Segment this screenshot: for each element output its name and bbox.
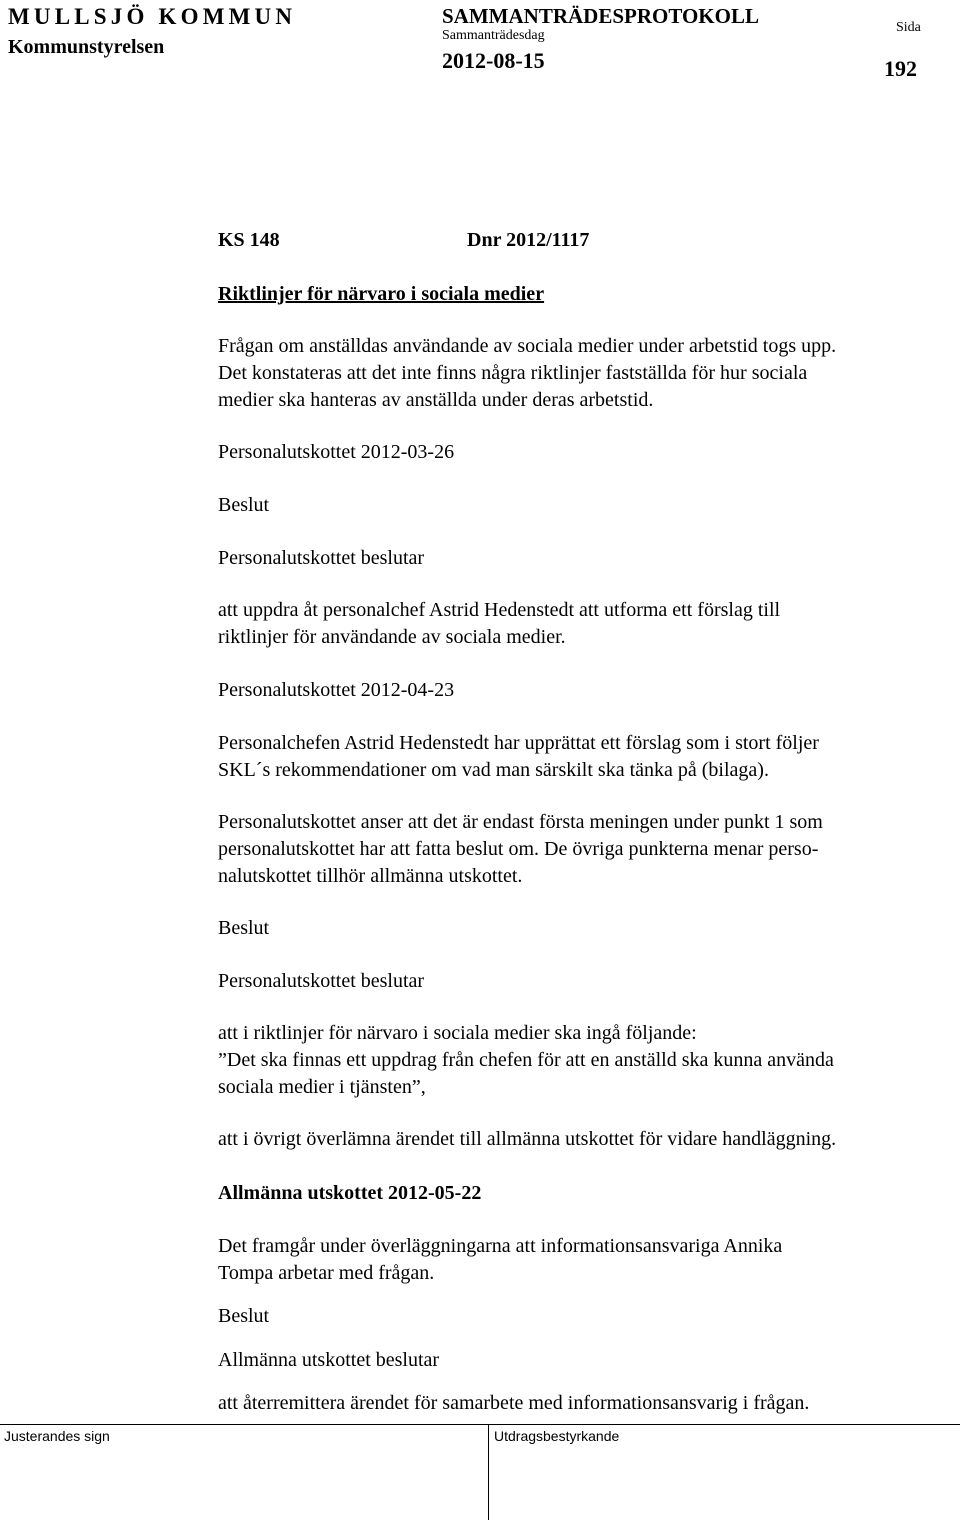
beslut-label: Beslut [218,917,270,939]
paragraph-line: personalutskottet har att fatta beslut om. De övriga punkterna menar perso- [218,838,819,860]
intro-line: Frågan om anställdas användande av sociala medier under arbetstid togs upp. [218,335,837,357]
case-title: Riktlinjer för närvaro i sociala medier [218,283,545,305]
paragraph-line: SKL´s rekommendationer om vad man särskilt ska tänka på (bilaga). [218,759,769,781]
footer-rule [0,1424,960,1425]
decision-line: ”Det ska finnas ett uppdrag från chefen för att en anställd ska kunna använda [218,1049,834,1071]
meeting-date: 2012-08-15 [442,48,545,73]
document-type: SAMMANTRÄDESPROTOKOLL [442,4,759,28]
section-heading: Personalutskottet 2012-04-23 [218,679,455,701]
municipality-name: MULLSJÖ KOMMUN [8,4,297,29]
case-dnr: Dnr 2012/1117 [467,229,590,251]
board-name: Kommunstyrelsen [8,36,165,58]
paragraph-line: nalutskottet tillhör allmänna utskottet. [218,865,523,887]
decides-line: Personalutskottet beslutar [218,547,425,569]
decision-line: sociala medier i tjänsten”, [218,1076,426,1098]
paragraph-line: Personalchefen Astrid Hedenstedt har upprättat ett förslag som i stort följer [218,732,819,754]
case-number: KS 148 [218,229,280,251]
intro-line: Det konstateras att det inte finns några riktlinjer fastställda för hur sociala [218,362,808,384]
signature-label: Justerandes sign [4,1428,110,1444]
paragraph-line: Tompa arbetar med frågan. [218,1262,435,1284]
beslut-label: Beslut [218,1305,270,1327]
footer-divider [488,1424,489,1520]
decision-line: riktlinjer för användande av sociala medier. [218,626,566,648]
decides-line: Allmänna utskottet beslutar [218,1349,440,1371]
decides-line: Personalutskottet beslutar [218,970,425,992]
page-number: 192 [884,56,917,81]
section-heading: Personalutskottet 2012-03-26 [218,441,455,463]
page-label: Sida [896,20,921,35]
beslut-label: Beslut [218,494,270,516]
section-heading: Allmänna utskottet 2012-05-22 [218,1182,482,1204]
meeting-day-label: Sammanträdesdag [442,28,545,43]
decision-line: att i övrigt överlämna ärendet till allmänna utskottet för vidare handläggning. [218,1128,837,1150]
extract-label: Utdragsbestyrkande [494,1428,620,1444]
intro-line: medier ska hanteras av anställda under deras arbetstid. [218,389,654,411]
decision-line: att i riktlinjer för närvaro i sociala medier ska ingå följande: [218,1022,697,1044]
decision-line: att återremittera ärendet för samarbete med informationsansvarig i frågan. [218,1392,810,1414]
decision-line: att uppdra åt personalchef Astrid Hedenstedt att utforma ett förslag till [218,599,781,621]
paragraph-line: Personalutskottet anser att det är endast första meningen under punkt 1 som [218,811,823,833]
paragraph-line: Det framgår under överläggningarna att informationsansvariga Annika [218,1235,783,1257]
